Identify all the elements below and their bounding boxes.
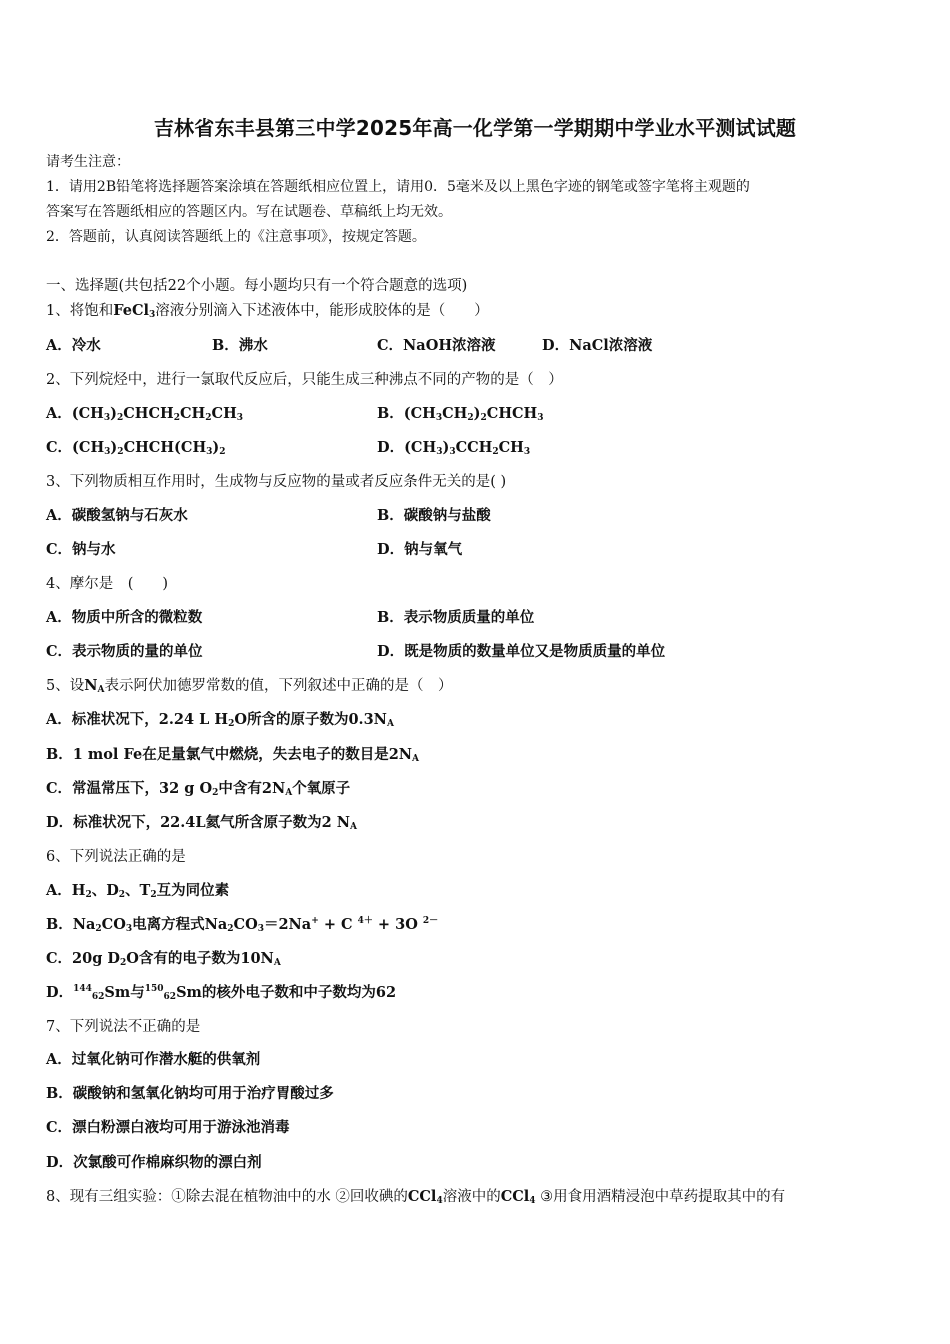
notice-heading: 请考生注意： bbox=[46, 154, 130, 170]
question-4-option-a: A．物质中所含的微粒数 bbox=[46, 609, 203, 626]
question-1-option-c: C．NaOH浓溶液 bbox=[377, 337, 496, 354]
question-3-option-b: B．碳酸钠与盐酸 bbox=[377, 507, 491, 524]
question-2-option-b: B．$(CH_3CH_2)_2CHCH_3$ bbox=[377, 405, 544, 423]
question-2-option-c: C．$(CH_3)_2CHCH(CH_3)_2$ bbox=[46, 439, 226, 457]
question-1-option-a: A．冷水 bbox=[46, 337, 101, 354]
question-4-option-c: C．表示物质的量的单位 bbox=[46, 643, 203, 660]
question-4-stem: 4、摩尔是 ( ) bbox=[46, 576, 169, 592]
question-6-stem: 6、下列说法正确的是 bbox=[46, 849, 186, 865]
question-3-option-c: C．钠与水 bbox=[46, 541, 116, 558]
question-8-stem: 8、现有三组实验：①除去混在植物油中的水 ②回收碘的CCl$_4$溶液中的CCl$_4$ ③用食用酒精浸泡中草药提取其中的有 bbox=[46, 1188, 786, 1206]
question-5-option-b: B．1 mol Fe在足量氯气中燃烧，失去电子的数目是$2N_A$ bbox=[46, 746, 420, 764]
question-6-option-b: B．$Na_2CO_3$电离方程式$Na_2CO_3=2Na^+ + C$ $^{4+}$ + 3O $^{2-}$ bbox=[46, 916, 439, 934]
notice-item-2: 2．答题前，认真阅读答题纸上的《注意事项》，按规定答题。 bbox=[46, 229, 426, 245]
question-6-option-a: A．$H_2$、$D_2$、$T_2$互为同位素 bbox=[46, 882, 230, 900]
question-1-option-d: D．NaCl浓溶液 bbox=[542, 337, 653, 354]
question-3-option-a: A．碳酸氢钠与石灰水 bbox=[46, 507, 188, 524]
question-3-stem: 3、下列物质相互作用时，生成物与反应物的量或者反应条件无关的是( ) bbox=[46, 474, 507, 490]
question-7-option-a: A．过氧化钠可作潜水艇的供氧剂 bbox=[46, 1051, 261, 1068]
question-5-option-a: A．标准状况下，2.24 L $H_2O$所含的原子数为$0.3N_A$ bbox=[46, 711, 394, 729]
question-1-option-b: B．沸水 bbox=[212, 337, 268, 354]
question-7-stem: 7、下列说法不正确的是 bbox=[46, 1019, 201, 1035]
question-1-stem: 1、将饱和FeCl$_3$溶液分别滴入下述液体中，能形成胶体的是（ ） bbox=[46, 302, 489, 320]
question-7-option-d: D．次氯酸可作棉麻织物的漂白剂 bbox=[46, 1154, 262, 1171]
question-2-stem: 2、下列烷烃中，进行一氯取代反应后，只能生成三种沸点不同的产物的是（ ） bbox=[46, 372, 563, 388]
question-7-option-b: B．碳酸钠和氢氧化钠均可用于治疗胃酸过多 bbox=[46, 1085, 334, 1102]
question-6-option-c: C．20g $D_2O$含有的电子数为$10N_A$ bbox=[46, 950, 281, 968]
notice-item-1-line-1: 1．请用2B铅笔将选择题答案涂填在答题纸相应位置上，请用0．5毫米及以上黑色字迹的钢笔或签字笔将主观题的 bbox=[46, 179, 750, 195]
question-4-option-b: B．表示物质质量的单位 bbox=[377, 609, 535, 626]
question-5-option-d: D．标准状况下，22.4L氦气所含原子数为2 $N_A$ bbox=[46, 814, 357, 832]
question-4-option-d: D．既是物质的数量单位又是物质质量的单位 bbox=[377, 643, 666, 660]
section-heading: 一、选择题(共包括22个小题。每小题均只有一个符合题意的选项) bbox=[46, 278, 468, 294]
question-2-option-a: A．$(CH_3)_2CHCH_2CH_2CH_3$ bbox=[46, 405, 244, 423]
question-6-option-d: D．$^{144}_{62}$Sm与$^{150}_{62}$Sm的核外电子数和中子数均为62 bbox=[46, 984, 397, 1002]
document-title: 吉林省东丰县第三中学2025年高一化学第一学期期中学业水平测试试题 bbox=[153, 116, 797, 140]
question-5-stem: 5、设$N_A$表示阿伏加德罗常数的值，下列叙述中正确的是（ ） bbox=[46, 677, 453, 695]
question-5-option-c: C．常温常压下，32 g $O_2$中含有$2N_A$个氧原子 bbox=[46, 780, 351, 798]
question-2-option-d: D．$(CH_3)_3CCH_2CH_3$ bbox=[377, 439, 531, 457]
question-7-option-c: C．漂白粉漂白液均可用于游泳池消毒 bbox=[46, 1119, 290, 1136]
notice-item-1-line-2: 答案写在答题纸相应的答题区内。写在试题卷、草稿纸上均无效。 bbox=[46, 204, 452, 220]
question-3-option-d: D．钠与氧气 bbox=[377, 541, 463, 558]
